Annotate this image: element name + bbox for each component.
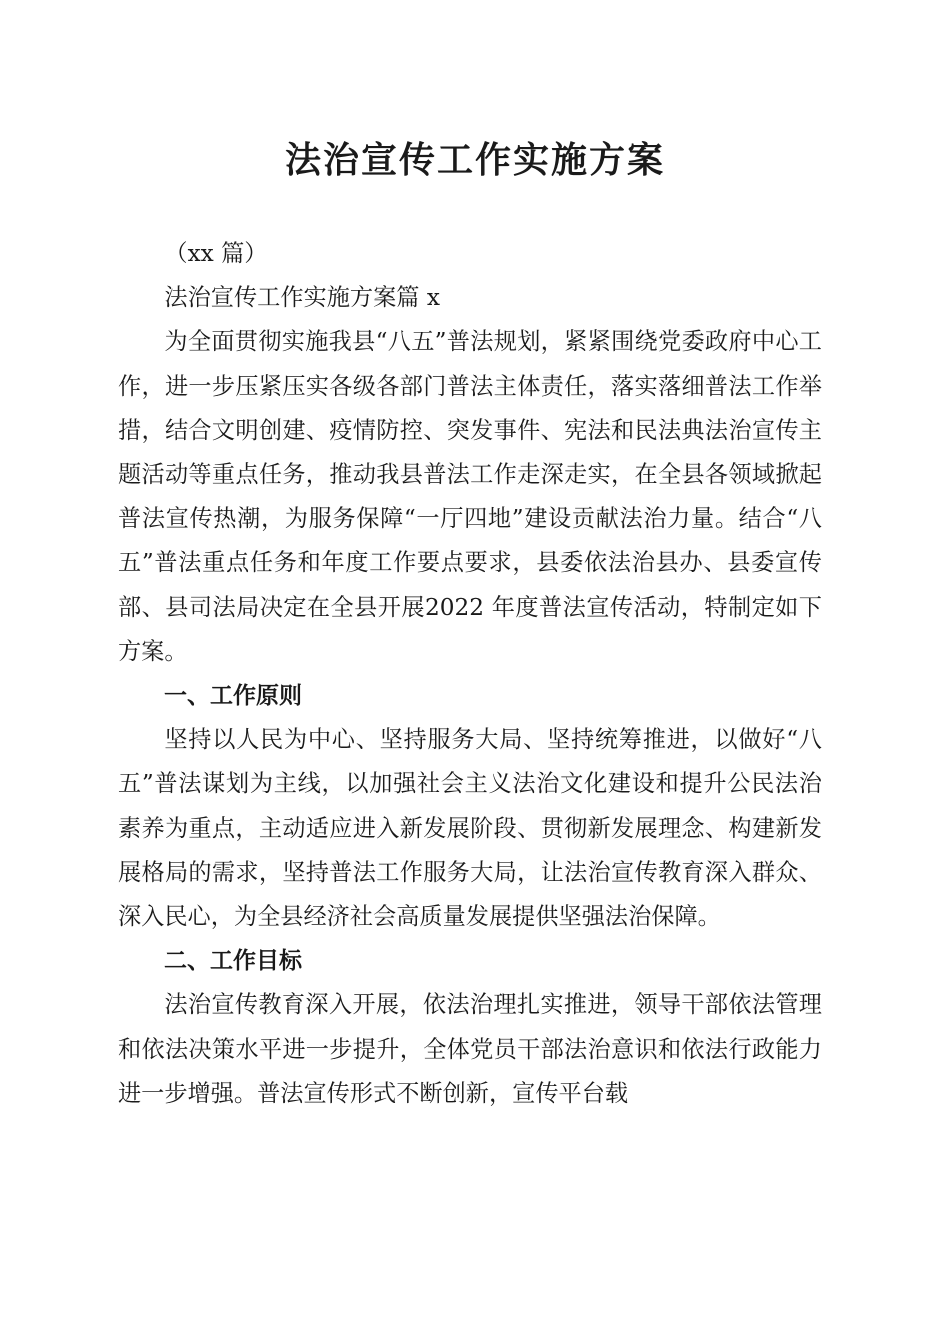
intro-paragraph: 为全面贯彻实施我县“八五”普法规划，紧紧围绕党委政府中心工作，进一步压紧压实各级各部门普法主体责任，落实落细普法工作举措，结合文明创建、疫情防控、突发事件、宪法和民法典法治宣传主题活动等重点任务，推动我县普法工作走深走实，在全县各领域掀起普法宣传热潮，为服务保障“一厅四地”建设贡献法治力量。结合“八五”普法重点任务和年度工作要点要求，县委依法治县办、县委宣传部、县司法局决定在全县开展2022 年度普法宣传活动，特制定如下方案。 xyxy=(118,328,822,665)
section-paragraph-goals: 法治宣传教育深入开展，依法治理扎实推进，领导干部依法管理和依法决策水平进一步提升，全体党员干部法治意识和依法行政能力进一步增强。普法宣传形式不断创新，宣传平台载 xyxy=(118,991,822,1107)
document-body xyxy=(118,232,822,1116)
document-label: 法治宣传工作实施方案篇 x xyxy=(164,284,440,312)
section-heading-goals: 二、工作目标 xyxy=(164,948,302,975)
document-subtitle: （xx 篇） xyxy=(164,240,268,267)
section-paragraph-principles: 坚持以人民为中心、坚持服务大局、坚持统筹推进，以做好“八五”普法谋划为主线，以加强社会主义法治文化建设和提升公民法治素养为重点，主动适应进入新发展阶段、贯彻新发展理念、构建新发展格局的需求，坚持普法工作服务大局，让法治宣传教育深入群众、深入民心，为全县经济社会高质量发展提供坚强法治保障。 xyxy=(118,726,822,931)
document-title: 法治宣传工作实施方案 xyxy=(284,139,665,181)
section-heading-principles: 一、工作原则 xyxy=(164,683,302,710)
